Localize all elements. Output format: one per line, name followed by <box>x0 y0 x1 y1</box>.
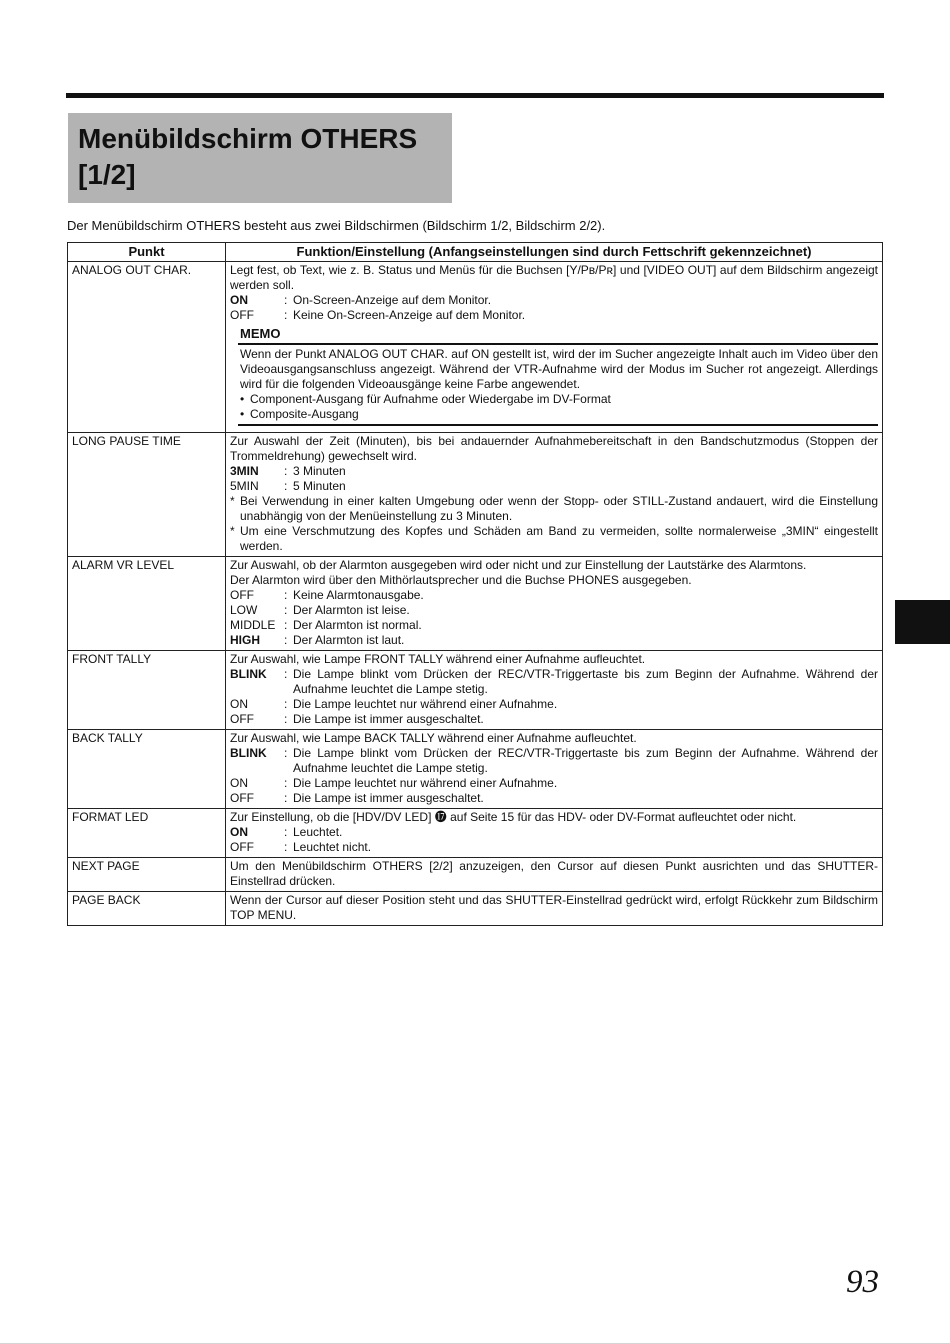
option-value: Die Lampe ist immer ausgeschaltet. <box>293 791 484 805</box>
option-value: Die Lampe leuchtet nur während einer Aufnahme. <box>293 776 558 790</box>
option-row: ON : On-Screen-Anzeige auf dem Monitor. <box>230 293 878 308</box>
memo-text: Wenn der Punkt ANALOG OUT CHAR. auf ON gestellt ist, wird der im Sucher angezeigte Inhalt auch im Video über den Videoausgangsanschluss angezeigt. Während der VTR-Aufnahme wird der Modus im Sucher rot angezeigt. Allerdings wird für die folgenden Videoausgänge keine Farbe angewendet. <box>240 347 878 391</box>
option-value: 5 Minuten <box>293 479 346 493</box>
option-key: 5MIN <box>230 479 259 493</box>
item-name: BACK TALLY <box>68 730 226 809</box>
option-value: Die Lampe ist immer ausgeschaltet. <box>293 712 484 726</box>
table-row <box>68 730 883 809</box>
option-value: On-Screen-Anzeige auf dem Monitor. <box>293 293 492 307</box>
option-row: OFF : Keine Alarmtonausgabe. <box>230 588 878 603</box>
option-row: 3MIN : 3 Minuten <box>230 464 878 479</box>
item-description: Zur Auswahl der Zeit (Minuten), bis bei andauernder Aufnahmebereitschaft in den Bandschutzmodus (Stoppen der Trommeldrehung) gewechselt wird. <box>230 434 878 463</box>
option-value: Leuchtet. <box>293 825 343 839</box>
memo-bullet: • Component-Ausgang für Aufnahme oder Wiedergabe im DV-Format <box>240 392 611 406</box>
item-function <box>226 651 883 730</box>
item-description: Zur Auswahl, wie Lampe BACK TALLY während einer Aufnahme aufleuchtet. <box>230 731 637 745</box>
option-row: LOW : Der Alarmton ist leise. <box>230 603 878 618</box>
memo-bullet-text: Component-Ausgang für Aufnahme oder Wiedergabe im DV-Format <box>250 392 611 406</box>
item-function <box>226 858 883 892</box>
option-row: HIGH : Der Alarmton ist laut. <box>230 633 878 648</box>
item-description: Zur Einstellung, ob die [HDV/DV LED] ⓱ auf Seite 15 für das HDV- oder DV-Format aufleuchtet oder nicht. <box>230 810 797 824</box>
table-row <box>68 892 883 926</box>
option-value: Der Alarmton ist laut. <box>293 633 405 647</box>
settings-table <box>67 242 883 926</box>
option-row: BLINK : Die Lampe blinkt vom Drücken der REC/VTR-Triggertaste bis zum Beginn der Aufnahme. Während der Aufnahme leuchtet die Lampe stetig. <box>230 746 878 775</box>
item-description: Wenn der Cursor auf dieser Position steht und das SHUTTER-Einstellrad gedrückt wird, erfolgt Rückkehr zum Bildschirm TOP MENU. <box>230 893 878 922</box>
item-function <box>226 433 883 557</box>
option-key: ON <box>230 776 248 790</box>
table-row <box>68 651 883 730</box>
option-key: ON <box>230 697 248 711</box>
header-funktion: Funktion/Einstellung (Anfangseinstellungen sind durch Fettschrift gekennzeichnet) <box>226 243 883 262</box>
option-value: Der Alarmton ist leise. <box>293 603 410 617</box>
option-key: HIGH <box>230 633 260 647</box>
page-number: 93 <box>846 1264 879 1300</box>
intro-text: Der Menübildschirm OTHERS besteht aus zwei Bildschirmen (Bildschirm 1/2, Bildschirm 2/2). <box>67 218 606 233</box>
option-value: Keine On-Screen-Anzeige auf dem Monitor. <box>293 308 526 322</box>
note: * Um eine Verschmutzung des Kopfes und Schäden am Band zu vermeiden, sollte normalerweise „3MIN“ eingestellt werden. <box>230 524 878 553</box>
note-text: Um eine Verschmutzung des Kopfes und Schäden am Band zu vermeiden, sollte normalerweise „3MIN“ eingestellt werden. <box>240 524 878 553</box>
option-key: ON <box>230 825 248 839</box>
option-key: 3MIN <box>230 464 259 478</box>
option-row: ON : Die Lampe leuchtet nur während einer Aufnahme. <box>230 776 878 791</box>
item-name: ANALOG OUT CHAR. <box>68 262 226 433</box>
item-name: PAGE BACK <box>68 892 226 926</box>
item-description: Der Alarmton wird über den Mithörlautsprecher und die Buchse PHONES ausgegeben. <box>230 573 692 587</box>
item-name: ALARM VR LEVEL <box>68 557 226 651</box>
item-function <box>226 730 883 809</box>
table-header-row <box>68 243 883 262</box>
table-row <box>68 433 883 557</box>
item-description: Zur Auswahl, wie Lampe FRONT TALLY während einer Aufnahme aufleuchtet. <box>230 652 646 666</box>
option-row: BLINK : Die Lampe blinkt vom Drücken der REC/VTR-Triggertaste bis zum Beginn der Aufnahme. Während der Aufnahme leuchtet die Lampe stetig. <box>230 667 878 696</box>
top-rule <box>66 93 884 98</box>
option-key: OFF <box>230 308 254 322</box>
option-key: OFF <box>230 791 254 805</box>
option-row: OFF : Die Lampe ist immer ausgeschaltet. <box>230 712 878 727</box>
note-text: Bei Verwendung in einer kalten Umgebung oder wenn der Stopp- oder STILL-Zustand andauert, wird die Einstellung unabhängig von der Menüeinstellung zu 3 Minuten. <box>240 494 878 523</box>
header-punkt: Punkt <box>68 243 226 262</box>
memo-bullet-text: Composite-Ausgang <box>250 407 359 421</box>
option-row: OFF : Keine On-Screen-Anzeige auf dem Monitor. <box>230 308 878 323</box>
item-description: Zur Auswahl, ob der Alarmton ausgegeben wird oder nicht und zur Einstellung der Lautstärke des Alarmtons. <box>230 558 807 572</box>
option-row: OFF : Leuchtet nicht. <box>230 840 878 855</box>
option-value: Leuchtet nicht. <box>293 840 372 854</box>
title-box <box>68 113 452 203</box>
option-key: LOW <box>230 603 258 617</box>
memo-title: MEMO <box>238 325 878 345</box>
item-function <box>226 892 883 926</box>
option-key: MIDDLE <box>230 618 276 632</box>
option-value: Die Lampe leuchtet nur während einer Aufnahme. <box>293 697 558 711</box>
option-key: ON <box>230 293 248 307</box>
option-key: BLINK <box>230 746 267 760</box>
option-row: 5MIN : 5 Minuten <box>230 479 878 494</box>
option-row: ON : Leuchtet. <box>230 825 878 840</box>
option-key: OFF <box>230 588 254 602</box>
memo-bullet: • Composite-Ausgang <box>240 407 359 421</box>
section-tab-marker <box>895 600 950 644</box>
item-name: NEXT PAGE <box>68 858 226 892</box>
item-name: FORMAT LED <box>68 809 226 858</box>
memo-body <box>238 345 878 426</box>
item-function <box>226 262 883 433</box>
option-key: BLINK <box>230 667 267 681</box>
option-value: Die Lampe blinkt vom Drücken der REC/VTR-Triggertaste bis zum Beginn der Aufnahme. Während der Aufnahme leuchtet die Lampe stetig. <box>293 667 878 696</box>
option-row: ON : Die Lampe leuchtet nur während einer Aufnahme. <box>230 697 878 712</box>
item-function <box>226 557 883 651</box>
option-key: OFF <box>230 840 254 854</box>
item-name: LONG PAUSE TIME <box>68 433 226 557</box>
option-value: Keine Alarmtonausgabe. <box>293 588 424 602</box>
option-row: OFF : Die Lampe ist immer ausgeschaltet. <box>230 791 878 806</box>
table-row <box>68 809 883 858</box>
item-description: Um den Menübildschirm OTHERS [2/2] anzuzeigen, den Cursor auf diesen Punkt ausrichten und das SHUTTER-Einstellrad drücken. <box>230 859 878 888</box>
page-title: Menübildschirm OTHERS [1/2] <box>78 123 418 190</box>
option-value: Die Lampe blinkt vom Drücken der REC/VTR-Triggertaste bis zum Beginn der Aufnahme. Während der Aufnahme leuchtet die Lampe stetig. <box>293 746 878 775</box>
item-description: Legt fest, ob Text, wie z. B. Status und Menüs für die Buchsen [Y/Pʙ/Pʀ] und [VIDEO OUT] auf dem Bildschirm angezeigt werden soll. <box>230 263 878 292</box>
item-name: FRONT TALLY <box>68 651 226 730</box>
option-key: OFF <box>230 712 254 726</box>
option-value: 3 Minuten <box>293 464 346 478</box>
memo-box <box>238 325 878 426</box>
option-row: MIDDLE : Der Alarmton ist normal. <box>230 618 878 633</box>
option-value: Der Alarmton ist normal. <box>293 618 422 632</box>
item-function <box>226 809 883 858</box>
table-row <box>68 858 883 892</box>
note: * Bei Verwendung in einer kalten Umgebung oder wenn der Stopp- oder STILL-Zustand andauert, wird die Einstellung unabhängig von der Menüeinstellung zu 3 Minuten. <box>230 494 878 523</box>
table-row <box>68 262 883 433</box>
table-row <box>68 557 883 651</box>
